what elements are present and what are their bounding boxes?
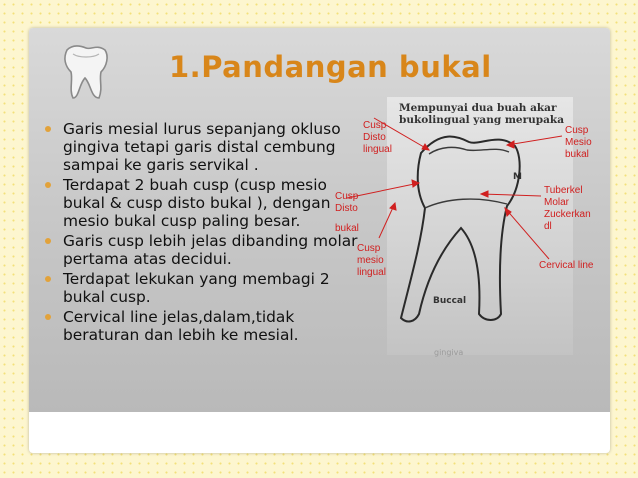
slide bbox=[29, 28, 610, 453]
cervical-line bbox=[425, 199, 507, 208]
tooth-drawing bbox=[29, 28, 610, 453]
label-cusp-disto-lingual: Cusp Disto lingual bbox=[363, 120, 392, 155]
photo-faint-text: gingiva bbox=[434, 348, 464, 357]
cusp-line bbox=[429, 147, 509, 154]
label-cusp-disto-bukal: Cusp Disto bukal bbox=[335, 191, 359, 234]
arrow-tuberkel bbox=[481, 194, 541, 196]
slide-title: 1.Pandangan bukal bbox=[169, 50, 492, 84]
photo-mark-m: M bbox=[513, 172, 522, 182]
photo-buccal-text: Buccal bbox=[433, 296, 467, 306]
label-cervical-line: Cervical line bbox=[539, 260, 594, 271]
bullet-item: Cervical line jelas,dalam,tidak beraturan dan lebih ke mesial. bbox=[41, 308, 359, 344]
label-cusp-mesio-lingual: Cusp mesio lingual bbox=[357, 243, 386, 278]
bullet-item: Garis cusp lebih jelas dibanding molar pertama atas decidui. bbox=[41, 232, 359, 268]
label-tuberkel: Tuberkel Molar Zuckerkan dl bbox=[544, 185, 591, 232]
arrow-mesio-bukal bbox=[507, 136, 562, 145]
arrow-cervical bbox=[505, 208, 549, 259]
photo-caption: Mempunyai dua buah akar bukolingual yang merupaka bbox=[399, 102, 565, 126]
bullet-item: Terdapat lekukan yang membagi 2 bukal cusp. bbox=[41, 270, 359, 306]
bullet-item: Terdapat 2 buah cusp (cusp mesio bukal & cusp disto bukal ), dengan mesio bukal cusp paling besar. bbox=[41, 176, 359, 230]
tooth-outline bbox=[401, 137, 520, 322]
bullet-item: Garis mesial lurus sepanjang okluso gingiva tetapi garis distal cembung sampai ke garis servikal . bbox=[41, 120, 359, 174]
label-cusp-mesio-bukal: Cusp Mesio bukal bbox=[565, 125, 592, 160]
